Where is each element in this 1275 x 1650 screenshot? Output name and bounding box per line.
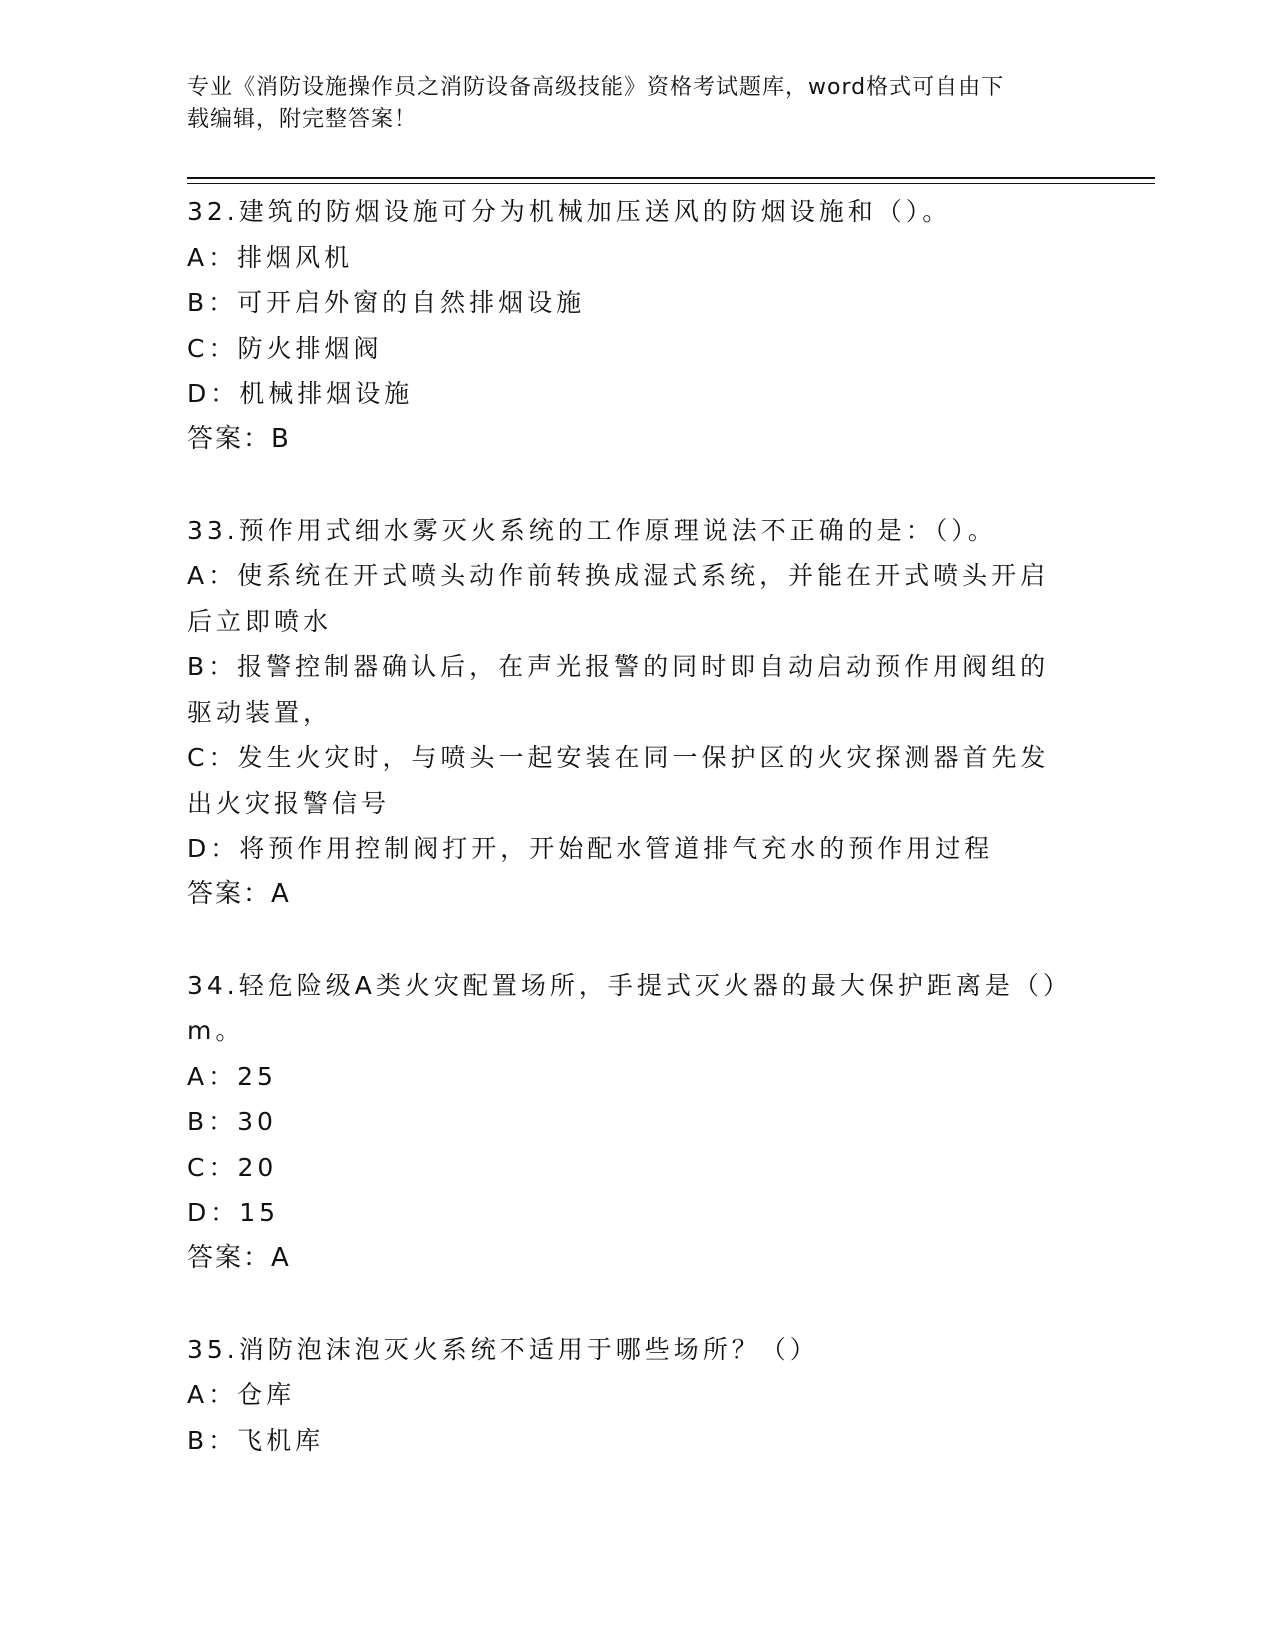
question-spacer (187, 462, 1087, 508)
option-a: A：25 (187, 1061, 277, 1091)
question-34 (187, 963, 1087, 1282)
option-d: D：15 (187, 1198, 280, 1227)
option-c: C：发生火灾时，与喷头一起安装在同一保护区的火灾探测器首先发出火灾报警信号 (187, 743, 1050, 818)
document-header (187, 72, 1067, 136)
question-spacer (187, 917, 1087, 963)
header-line-2: 载编辑，附完整答案！ (187, 107, 418, 132)
question-32 (187, 189, 1087, 462)
header-divider-thick (187, 177, 1155, 179)
header-line-1: 专业《消防设施操作员之消防设备高级技能》资格考试题库，word格式可自由下 (187, 75, 1005, 100)
option-b: B：报警控制器确认后，在声光报警的同时即自动启动预作用阀组的驱动装置， (187, 652, 1050, 727)
question-stem: 35.消防泡沫泡灭火系统不适用于哪些场所？（） (187, 1334, 819, 1364)
option-b: B：可开启外窗的自然排烟设施 (187, 288, 586, 317)
option-b: B：飞机库 (187, 1425, 325, 1455)
question-list (187, 189, 1087, 1463)
answer: 答案：A (187, 1242, 291, 1273)
question-stem: 33.预作用式细水雾灭火系统的工作原理说法不正确的是：（）。 (187, 515, 997, 545)
question-spacer (187, 1281, 1087, 1327)
header-divider-thin (187, 183, 1155, 184)
option-d: D：机械排烟设施 (187, 379, 414, 408)
question-stem: 32.建筑的防烟设施可分为机械加压送风的防烟设施和（）。 (187, 197, 952, 226)
question-33 (187, 508, 1087, 918)
option-b: B：30 (187, 1107, 277, 1136)
option-c: C：20 (187, 1152, 278, 1182)
option-a: A：排烟风机 (187, 242, 354, 272)
question-35 (187, 1327, 1087, 1464)
option-a: A：仓库 (187, 1380, 296, 1409)
option-d: D：将预作用控制阀打开，开始配水管道排气充水的预作用过程 (187, 834, 994, 863)
option-c: C：防火排烟阀 (187, 333, 383, 363)
answer: 答案：A (187, 878, 291, 909)
option-a: A：使系统在开式喷头动作前转换成湿式系统，并能在开式喷头开启后立即喷水 (187, 561, 1050, 636)
question-stem: 34.轻危险级A类火灾配置场所，手提式灭火器的最大保护距离是（）m。 (187, 970, 1060, 1045)
answer: 答案：B (187, 423, 291, 454)
